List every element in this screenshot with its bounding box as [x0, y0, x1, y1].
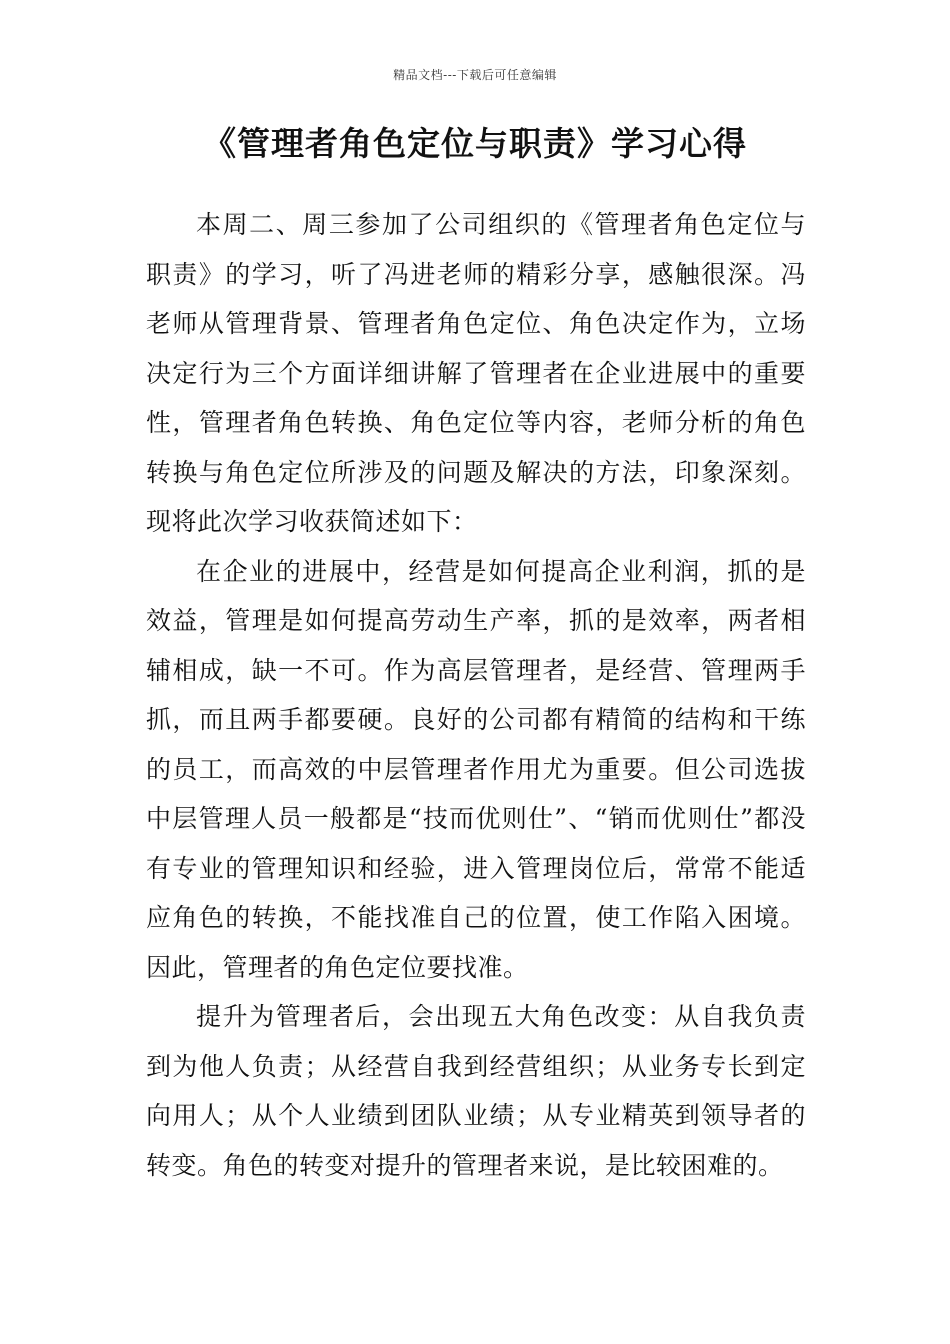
- paragraph-1: 本周二、周三参加了公司组织的《管理者角色定位与职责》的学习，听了冯进老师的精彩分享，感触很深。冯老师从管理背景、管理者角色定位、角色决定作为，立场决定行为三个方面详细讲解了管理者在企业进展中的重要性，管理者角色转换、角色定位等内容，老师分析的角色转换与角色定位所涉及的问题及解决的方法，印象深刻。现将此次学习收获简述如下：: [146, 210, 806, 536]
- document-title: 《管理者角色定位与职责》学习心得: [203, 124, 747, 163]
- header-note: 精品文档---下载后可任意编辑: [393, 68, 557, 82]
- paragraph-3: 提升为管理者后，会出现五大角色改变：从自我负责到为他人负责；从经营自我到经营组织；从业务专长到定向用人；从个人业绩到团队业绩；从专业精英到领导者的转变。角色的转变对提升的管理者来说，是比较困难的。: [146, 1002, 806, 1180]
- paragraph-2: 在企业的进展中，经营是如何提高企业利润，抓的是效益，管理是如何提高劳动生产率，抓的是效率，两者相辅相成，缺一不可。作为高层管理者，是经营、管理两手抓，而且两手都要硬。良好的公司都有精简的结构和干练的员工，而高效的中层管理者作用尤为重要。但公司选拔中层管理人员一般都是“技而优则仕”、“销而优则仕”都没有专业的管理知识和经验，进入管理岗位后，常常不能适应角色的转换，不能找准自己的位置，使工作陷入困境。因此，管理者的角色定位要找准。: [146, 556, 806, 982]
- document-body: [146, 200, 806, 1190]
